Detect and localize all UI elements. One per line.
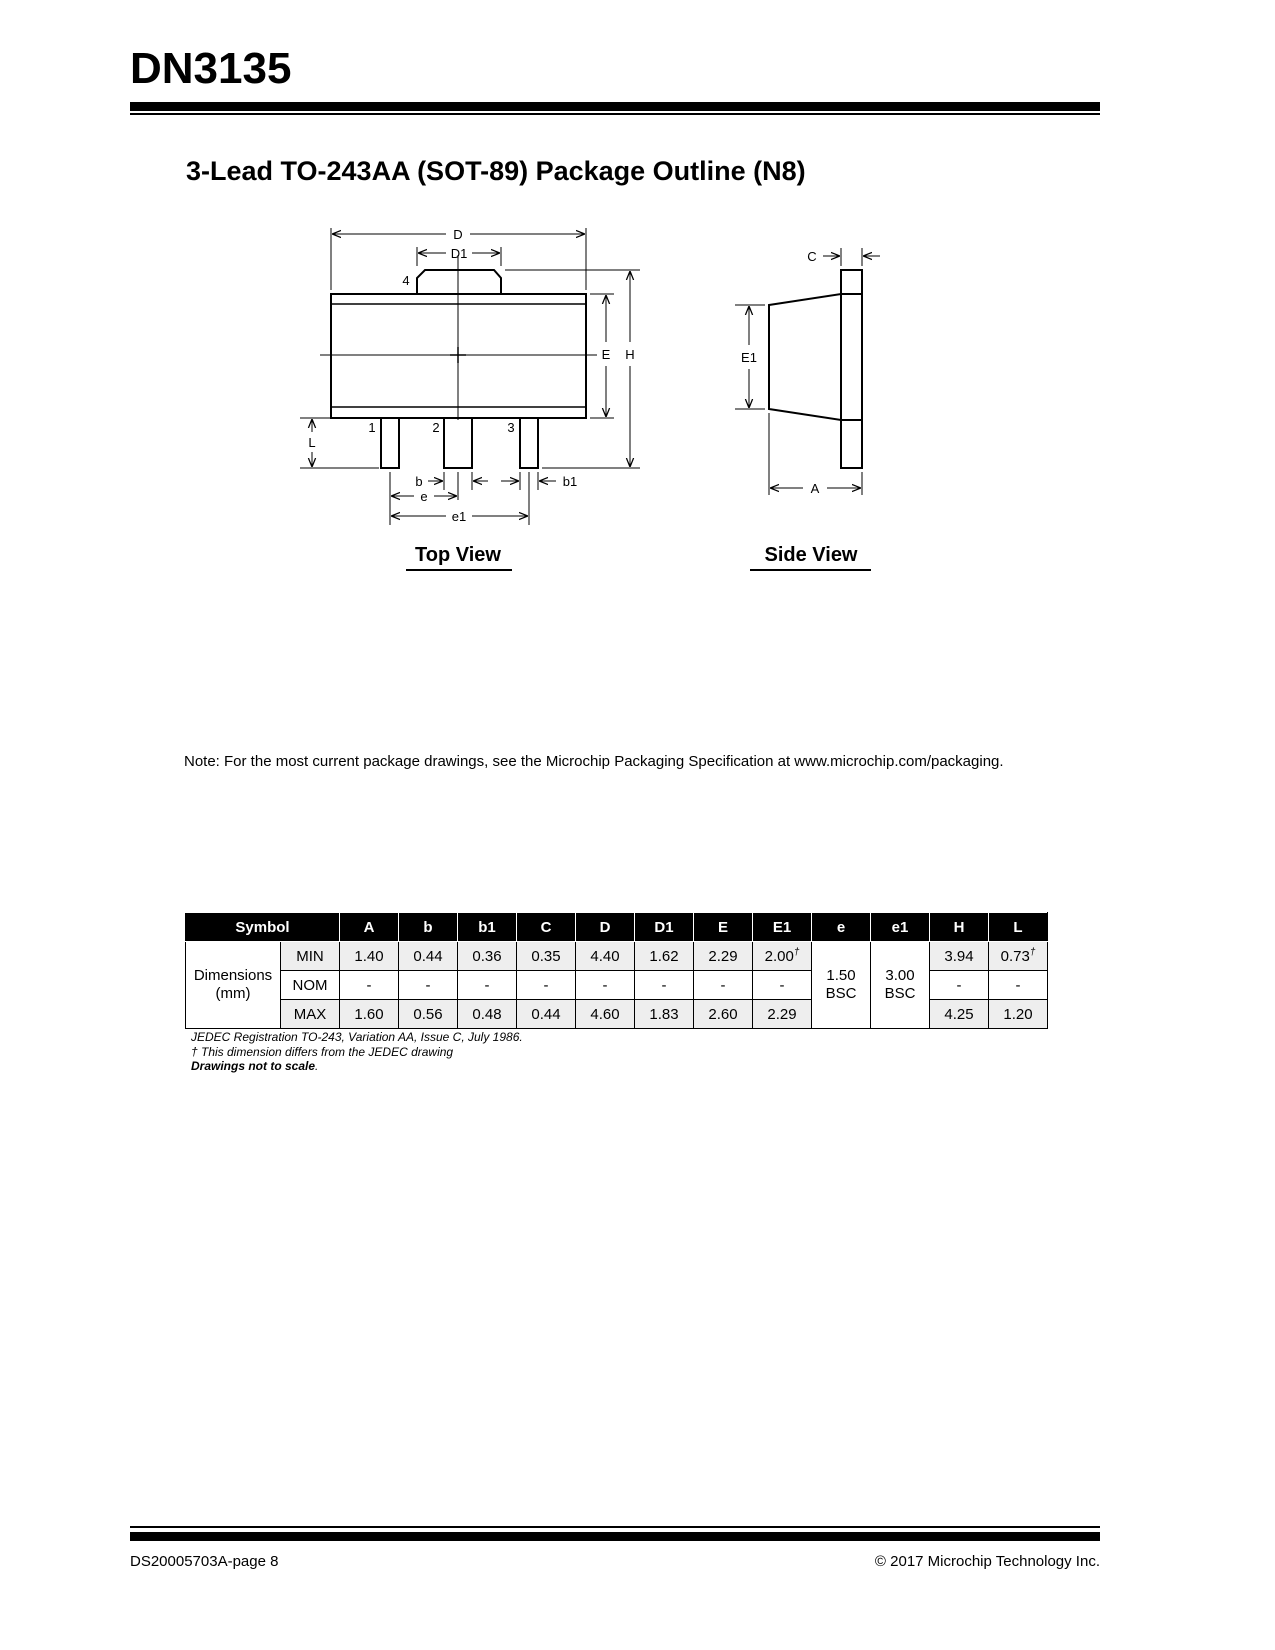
lead-2 (444, 418, 472, 468)
header-symbol: Symbol (186, 913, 340, 942)
cell-value: 2.00 (764, 948, 794, 965)
side-body-outline (769, 294, 841, 420)
table-cell: 3.94 (930, 942, 989, 971)
table-cell: - (930, 971, 989, 1000)
table-cell: - (340, 971, 399, 1000)
pin-label-3: 3 (507, 420, 515, 435)
table-cell: 0.44 (399, 942, 458, 971)
table-cell: 4.25 (930, 1000, 989, 1029)
table-cell: - (458, 971, 517, 1000)
table-cell: 1.20 (989, 1000, 1048, 1029)
row-label: MAX (281, 1000, 340, 1029)
table-cell: 0.44 (517, 1000, 576, 1029)
pin-label-1: 1 (368, 420, 376, 435)
table-cell: - (694, 971, 753, 1000)
side-view-caption: Side View (764, 544, 858, 566)
dim-label-D1: D1 (450, 246, 468, 261)
top-view (300, 228, 640, 525)
table-cell: 0.36 (458, 942, 517, 971)
dagger-mark: † (1029, 947, 1036, 958)
table-cell: - (576, 971, 635, 1000)
table-cell (753, 942, 812, 971)
table-cell: 2.29 (694, 942, 753, 971)
row-label: NOM (281, 971, 340, 1000)
table-cell: 4.60 (576, 1000, 635, 1029)
header-cell: C (517, 913, 576, 942)
dim-label-b: b (415, 474, 423, 489)
dim-label-D: D (453, 227, 463, 242)
top-view-caption: Top View (415, 544, 501, 566)
row-label: MIN (281, 942, 340, 971)
table-cell: 2.29 (753, 1000, 812, 1029)
cell-value: 0.73 (1000, 948, 1030, 965)
footer-rule-thin (130, 1526, 1100, 1528)
header-cell: e (812, 913, 871, 942)
side-tab (841, 270, 862, 294)
table-cell: - (399, 971, 458, 1000)
e-bsc-cell: 1.50 BSC (812, 942, 871, 1029)
side-lead (841, 420, 862, 468)
dim-label-E1: E1 (741, 350, 757, 365)
header-cell: D (576, 913, 635, 942)
header-cell: L (989, 913, 1048, 942)
table-cell: 1.83 (635, 1000, 694, 1029)
footer-rule-thick (130, 1532, 1100, 1541)
dim-label-A: A (810, 481, 820, 496)
table-cell: - (753, 971, 812, 1000)
table-cell (989, 942, 1048, 971)
pin-label-2: 2 (432, 420, 440, 435)
dim-label-C: C (807, 249, 817, 264)
dagger-mark: † (793, 947, 800, 958)
footnote-dagger: † This dimension differs from the JEDEC drawing (191, 1044, 454, 1059)
dim-label-e: e (420, 489, 428, 504)
header-cell: E (694, 913, 753, 942)
copyright: © 2017 Microchip Technology Inc. (874, 1553, 1100, 1570)
header-cell: b1 (458, 913, 517, 942)
lead-3 (520, 418, 538, 468)
section-title: 3-Lead TO-243AA (SOT-89) Package Outline (N8) (186, 156, 806, 186)
header-cell: H (930, 913, 989, 942)
dim-label-e1: e1 (451, 509, 467, 524)
table-cell: 0.56 (399, 1000, 458, 1029)
header-cell: e1 (871, 913, 930, 942)
table-cell: 2.60 (694, 1000, 753, 1029)
packaging-note: Note: For the most current package drawings, see the Microchip Packaging Specification at www.microchip.com/packaging. (184, 753, 1004, 770)
page-title: DN3135 (130, 44, 292, 93)
package-outline-drawing (0, 0, 1275, 620)
tab-outline (417, 270, 501, 294)
table-cell: - (989, 971, 1048, 1000)
table-cell: 1.60 (340, 1000, 399, 1029)
doc-number: DS20005703A-page 8 (130, 1553, 279, 1570)
header-cell: E1 (753, 913, 812, 942)
table-cell: - (635, 971, 694, 1000)
table-row (186, 942, 1048, 971)
table-cell: 4.40 (576, 942, 635, 971)
footnote-scale-period: . (315, 1059, 319, 1073)
footnote-jedec: JEDEC Registration TO-243, Variation AA, Issue C, July 1986. (191, 1030, 523, 1044)
footnote-scale (191, 1059, 523, 1074)
footnote-scale-bold: Drawings not to scale (191, 1059, 316, 1073)
header-cell: D1 (635, 913, 694, 942)
side-view (735, 248, 880, 495)
row-group-label: Dimensions (mm) (186, 942, 281, 1029)
pin-label-4: 4 (402, 273, 410, 288)
table-cell: 1.62 (635, 942, 694, 971)
dim-label-b1: b1 (562, 474, 578, 489)
header-cell: A (340, 913, 399, 942)
dim-label-H: H (625, 347, 635, 362)
table-cell: 0.35 (517, 942, 576, 971)
dim-label-E: E (601, 347, 611, 362)
dimension-table (185, 912, 1048, 1029)
header-cell: b (399, 913, 458, 942)
table-header-row (186, 913, 1048, 942)
table-cell: - (517, 971, 576, 1000)
table-footnotes (191, 1030, 523, 1074)
e1-bsc-cell: 3.00 BSC (871, 942, 930, 1029)
table-cell: 1.40 (340, 942, 399, 971)
dim-label-L: L (308, 435, 316, 450)
lead-1 (381, 418, 399, 468)
table-cell: 0.48 (458, 1000, 517, 1029)
